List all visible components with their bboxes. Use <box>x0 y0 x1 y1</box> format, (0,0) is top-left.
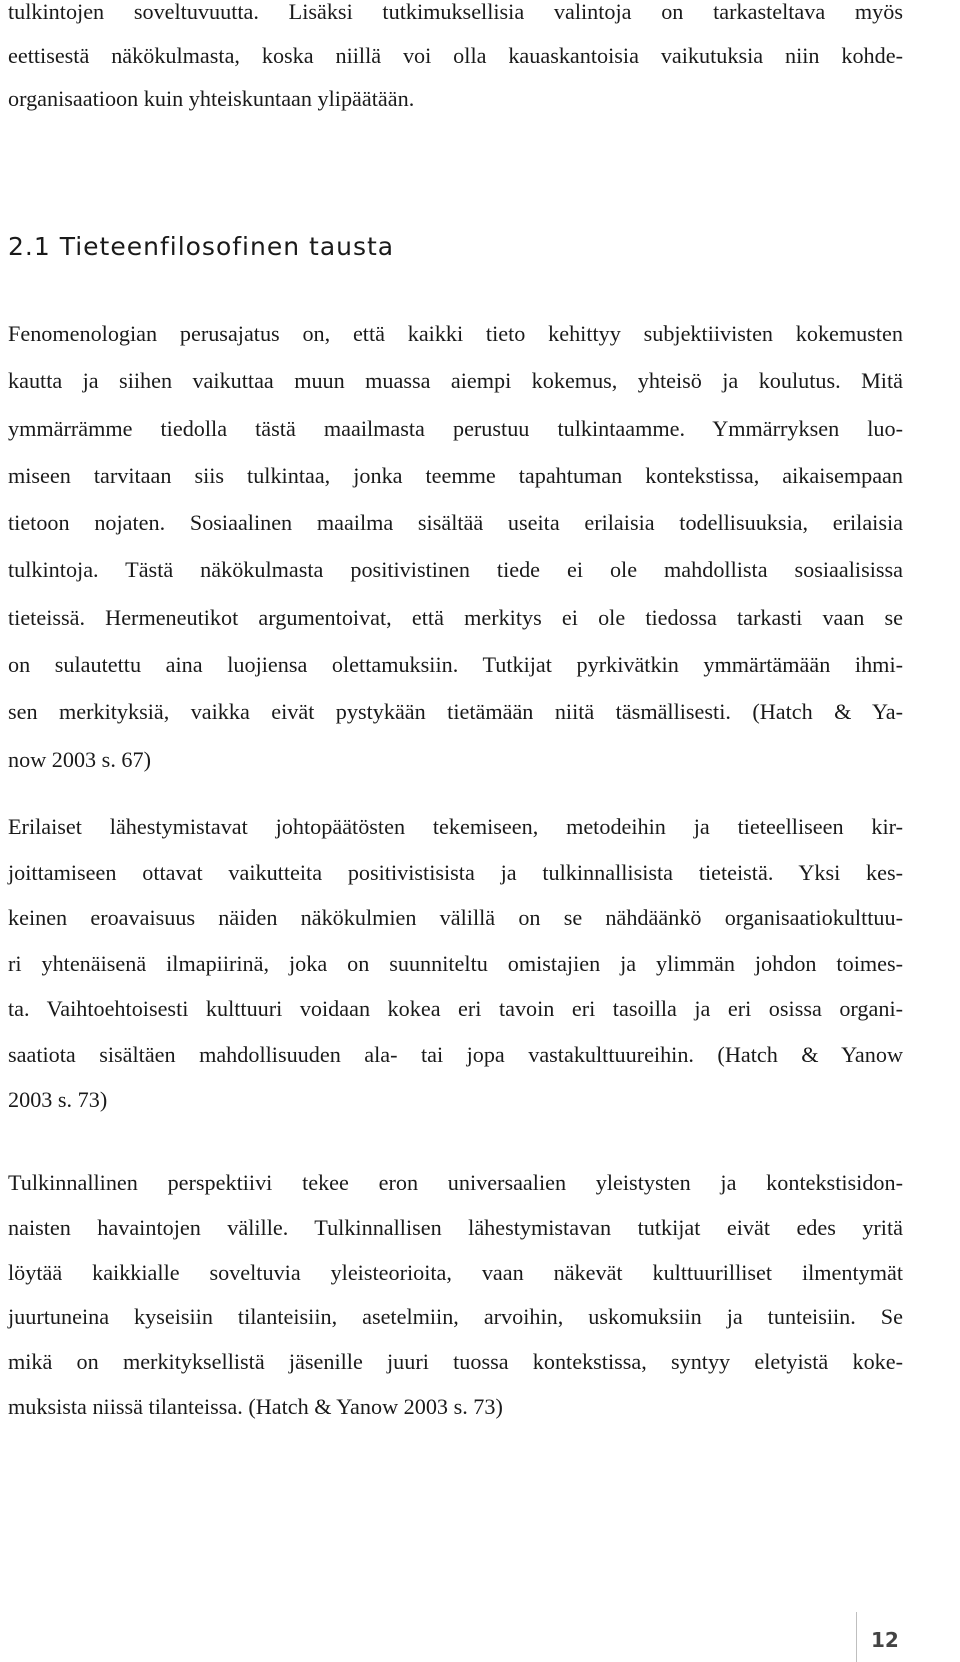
section-heading: 2.1 Tieteenfilosofinen tausta <box>8 232 395 261</box>
text-line: tulkintojen soveltuvuutta. Lisäksi tutkimuksellisia valintoja on tarkasteltava myös <box>8 0 903 24</box>
text-line: muksista niissä tilanteissa. (Hatch & Yanow 2003 s. 73) <box>8 1393 503 1419</box>
text-line: on sulautettu aina luojiensa olettamuksiin. Tutkijat pyrkivätkin ymmärtämään ihmi- <box>8 652 903 678</box>
text-line: kautta ja siihen vaikuttaa muun muassa aiempi kokemus, yhteisö ja koulutus. Mitä <box>8 368 903 394</box>
text-line: Fenomenologian perusajatus on, että kaikki tieto kehittyy subjektiivisten kokemusten <box>8 321 903 346</box>
paragraph-2 <box>8 804 903 1123</box>
page-number: 12 <box>871 1628 899 1652</box>
text-line: miseen tarvitaan siis tulkintaa, jonka teemme tapahtuman kontekstissa, aikaisempaan <box>8 462 903 488</box>
text-line: tieteissä. Hermeneutikot argumentoivat, että merkitys ei ole tiedossa tarkasti vaan se <box>8 604 903 630</box>
text-line: eettisestä näkökulmasta, koska niillä voi olla kauaskantoisia vaikutuksia niin kohde- <box>8 42 903 68</box>
paragraph-3 <box>8 1161 903 1430</box>
text-line: löytää kaikkialle soveltuvia yleisteorioita, vaan näkevät kulttuurilliset ilmentymät <box>8 1259 903 1285</box>
text-line: ri yhtenäisenä ilmapiirinä, joka on suunniteltu omistajien ja ylimmän johdon toimes- <box>8 950 903 976</box>
intro-paragraph <box>8 0 903 121</box>
text-line: joittamiseen ottavat vaikutteita positivistisista ja tulkinnallisista tieteistä. Yksi kes- <box>8 859 903 885</box>
text-line: sen merkityksiä, vaikka eivät pystykään tietämään niitä täsmällisesti. (Hatch & Ya- <box>8 699 903 725</box>
text-line: keinen eroavaisuus näiden näkökulmien välillä on se nähdäänkö organisaatiokulttuu- <box>8 905 903 930</box>
page-number-box <box>856 1612 917 1662</box>
text-line: tietoon nojaten. Sosiaalinen maailma sisältää useita erilaisia todellisuuksia, erilaisia <box>8 510 903 536</box>
text-line: organisaatioon kuin yhteiskuntaan ylipäätään. <box>8 86 415 111</box>
text-line: naisten havaintojen välille. Tulkinnallisen lähestymistavan tutkijat eivät edes yritä <box>8 1214 903 1240</box>
text-line: tulkintoja. Tästä näkökulmasta positivistinen tiede ei ole mahdollista sosiaalisissa <box>8 557 903 583</box>
text-line: ymmärrämme tiedolla tästä maailmasta perustuu tulkintaamme. Ymmärryksen luo- <box>8 415 903 441</box>
text-line: now 2003 s. 67) <box>8 746 151 772</box>
text-line: juurtuneina kyseisiin tilanteisiin, asetelmiin, arvoihin, uskomuksiin ja tunteisiin. Se <box>8 1304 903 1330</box>
text-line: mikä on merkityksellistä jäsenille juuri tuossa kontekstissa, syntyy eletyistä koke- <box>8 1349 903 1375</box>
text-line: Erilaiset lähestymistavat johtopäätösten tekemiseen, metodeihin ja tieteelliseen kir- <box>8 814 903 839</box>
text-line: saatiota sisältäen mahdollisuuden ala- tai jopa vastakulttuureihin. (Hatch & Yanow <box>8 1041 903 1067</box>
paragraph-1 <box>8 310 903 783</box>
text-line: ta. Vaihtoehtoisesti kulttuuri voidaan kokea eri tavoin eri tasoilla ja eri osissa organi- <box>8 996 903 1021</box>
text-line: 2003 s. 73) <box>8 1087 108 1112</box>
text-line: Tulkinnallinen perspektiivi tekee eron universaalien yleistysten ja kontekstisidon- <box>8 1170 903 1195</box>
